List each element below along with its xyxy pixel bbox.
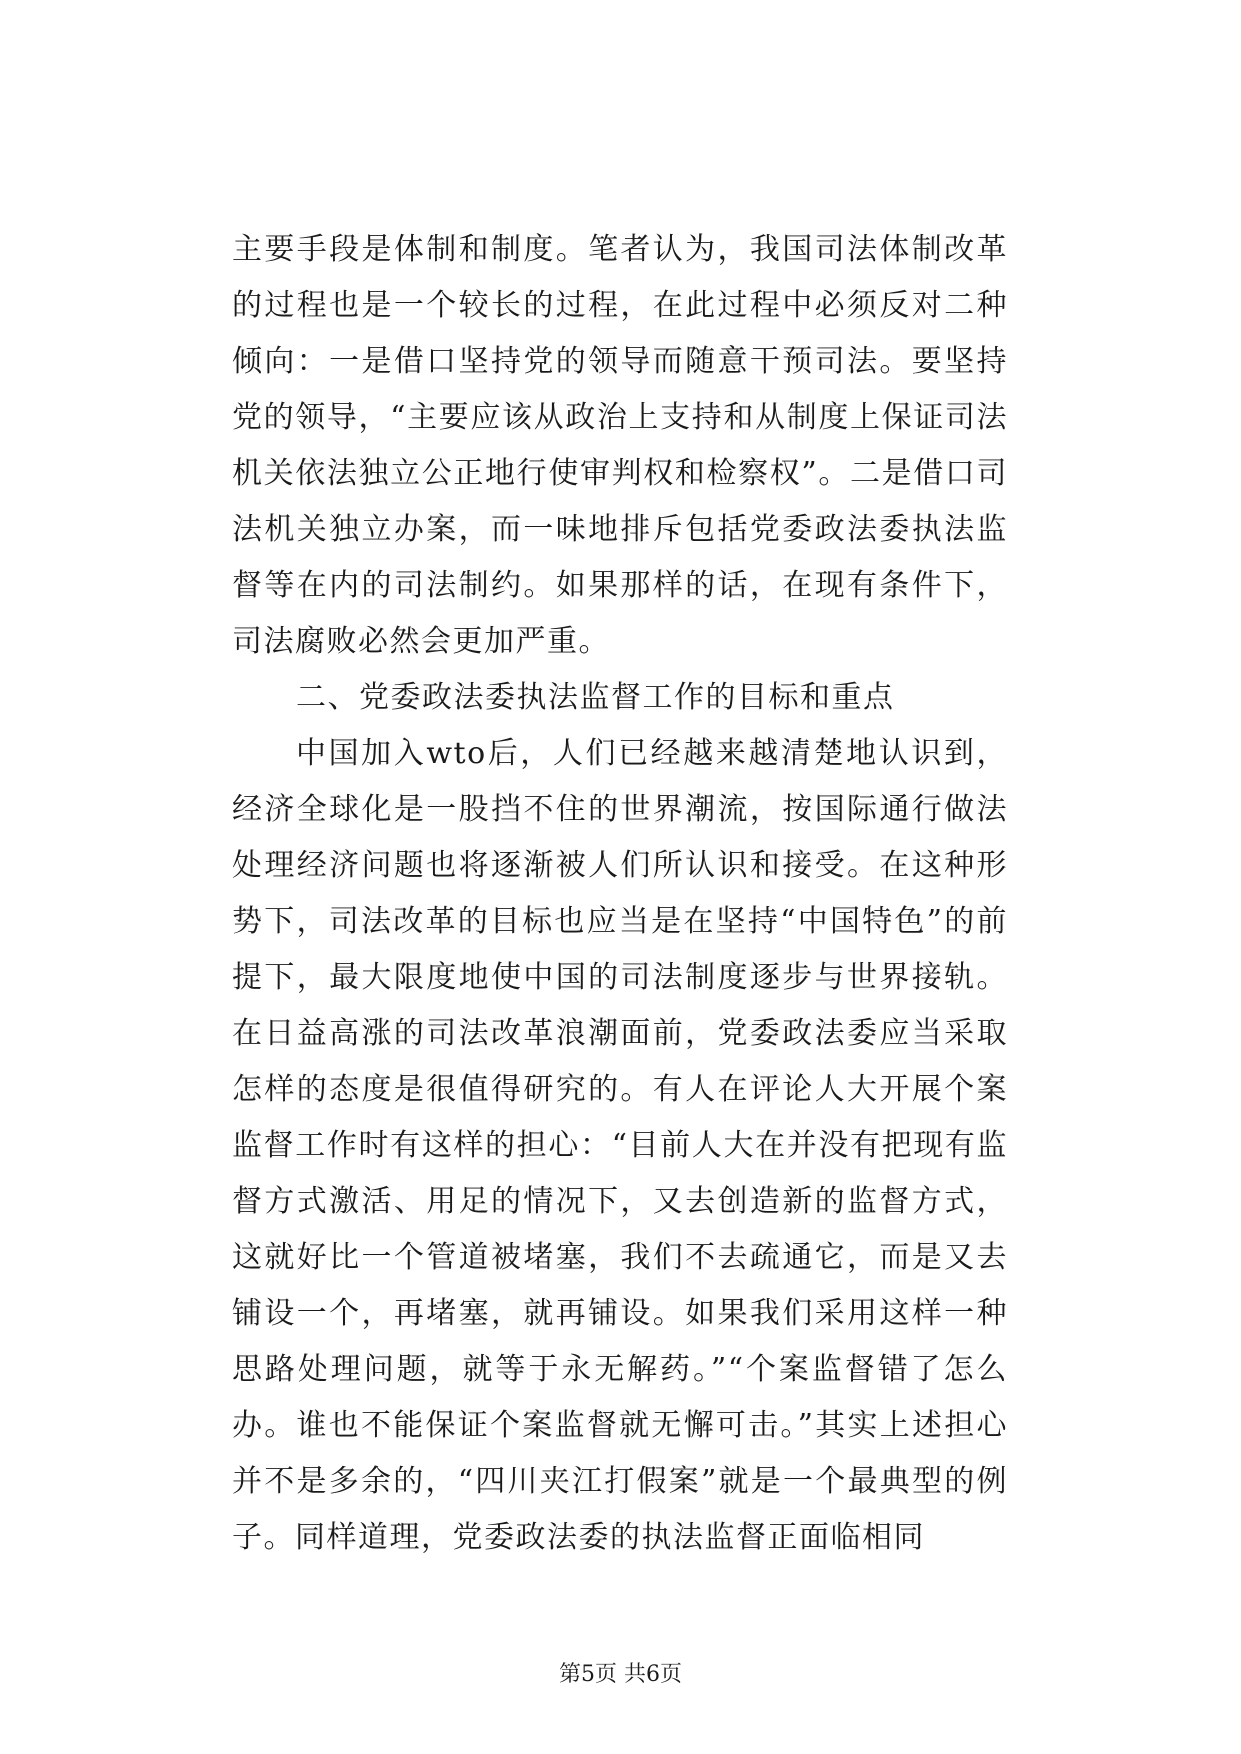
paragraph-continuation: 主要手段是体制和制度。笔者认为，我国司法体制改革的过程也是一个较长的过程，在此过程中必须反对二种倾向：一是借口坚持党的领导而随意干预司法。要坚持党的领导，“主要应该从政治上支持和从制度上保证司法机关依法独立公正地行使审判权和检察权”。二是借口司法机关独立办案，而一味地排斥包括党委政法委执法监督等在内的司法制约。如果那样的话，在现有条件下，司法腐败必然会更加严重。 xyxy=(232,232,1008,659)
document-body xyxy=(232,222,1008,1566)
paragraph-body: 中国加入wto后，人们已经越来越清楚地认识到，经济全球化是一股挡不住的世界潮流，按国际通行做法处理经济问题也将逐渐被人们所认识和接受。在这种形势下，司法改革的目标也应当是在坚持“中国特色”的前提下，最大限度地使中国的司法制度逐步与世界接轨。在日益高涨的司法改革浪潮面前，党委政法委应当采取怎样的态度是很值得研究的。有人在评论人大开展个案监督工作时有这样的担心：“目前人大在并没有把现有监督方式激活、用足的情况下，又去创造新的监督方式，这就好比一个管道被堵塞，我们不去疏通它，而是又去铺设一个，再堵塞，就再铺设。如果我们采用这样一种思路处理问题，就等于永无解药。”“个案监督错了怎么办。谁也不能保证个案监督就无懈可击。”其实上述担心并不是多余的，“四川夹江打假案”就是一个最典型的例子。同样道理，党委政法委的执法监督正面临相同 xyxy=(232,736,1008,1555)
section-heading: 二、党委政法委执法监督工作的目标和重点 xyxy=(296,680,895,715)
page-number-footer: 第5页 共6页 xyxy=(559,1662,682,1687)
